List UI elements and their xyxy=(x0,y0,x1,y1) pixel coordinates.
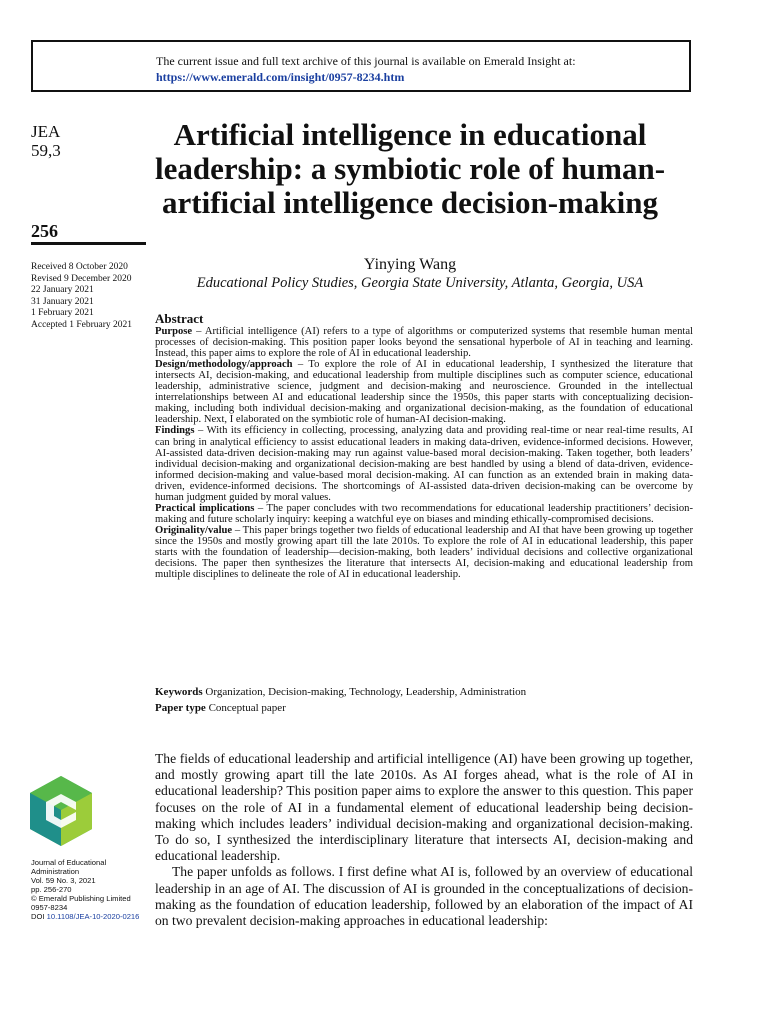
practical-text: – The paper concludes with two recommendations for educational leadership practitioners’ decision-making and future scholarly inquiry: keeping a watchful eye on biases and minding ethically-compromised decisions. xyxy=(155,502,693,525)
body-text xyxy=(155,751,693,929)
date-line: Revised 9 December 2020 xyxy=(31,273,132,284)
abstract-originality xyxy=(155,525,693,580)
availability-notice-box xyxy=(31,40,691,92)
doi-label: DOI xyxy=(31,912,47,921)
design-label: Design/methodology/approach xyxy=(155,359,293,371)
keywords xyxy=(155,684,693,700)
availability-notice-text: The current issue and full text archive of this journal is available on Emerald Insight at: xyxy=(156,54,576,68)
paper-type-text: Conceptual paper xyxy=(205,702,286,714)
date-line: 31 January 2021 xyxy=(31,296,94,307)
abstract-findings xyxy=(155,425,693,502)
abstract xyxy=(155,313,693,580)
journal-info-line: pp. 256-270 xyxy=(31,885,72,894)
doi-link[interactable]: 10.1108/JEA-10-2020-0216 xyxy=(46,912,140,921)
design-text: – To explore the role of AI in educational leadership, I synthesized the literature that intersects AI, decision-making, and educational leadership from multiple disciplines such as computer science, educational leadership, administrative science, judgment and decision-making and neuroscience. Grounded in the intellectual interrelationships between AI and educational leadership since the 1950s, this paper starts with conceptualizing decision-making, including both individual decision-making and organizational decision-making, as the foundation of educational leadership. Next, I elaborated on the symbiotic role of human-AI decision-making. xyxy=(155,359,693,426)
page-number: 256 xyxy=(31,221,58,241)
journal-info-line: Journal of Educational xyxy=(31,858,107,867)
keywords-block xyxy=(155,684,693,716)
emerald-logo-icon xyxy=(30,776,92,846)
keywords-text: Organization, Decision-making, Technology, Leadership, Administration xyxy=(202,686,527,698)
originality-label: Originality/value xyxy=(155,524,233,536)
journal-info-line: Administration xyxy=(31,867,80,876)
body-paragraph: The paper unfolds as follows. I first define what AI is, followed by an overview of educational leadership in an age of AI. The discussion of AI is grounded in the conceptualizations of decision-making as the foundation of education leadership, followed by an elaboration of the impact of AI on two prevalent decision-making approaches in educational leadership: xyxy=(155,864,693,929)
findings-label: Findings xyxy=(155,425,195,437)
journal-url-link[interactable]: https://www.emerald.com/insight/0957-8234.htm xyxy=(156,70,405,84)
journal-volume-issue: 59,3 xyxy=(31,141,61,160)
journal-info-line: Vol. 59 No. 3, 2021 xyxy=(31,876,96,885)
findings-text: – With its efficiency in collecting, processing, analyzing data and providing real-time or near real-time results, AI can bring in analytical efficiency to assist educational leaders in making data-driven, evidence-informed decisions. However, AI-assisted data-driven decision-making may run against value-based moral decision-making. Taken together, both leaders’ individual decision-making and organizational decision-making are best handled by using a blend of data-driven, evidence-informed decision-making and value-based moral decision-making. AI can function as an extended brain in making data-driven, evidence-informed decisions. The shortcomings of AI-assisted data-driven decision-making can be overcome by human judgment guided by moral values. xyxy=(155,425,693,503)
date-line: Received 8 October 2020 xyxy=(31,262,128,272)
date-line: 22 January 2021 xyxy=(31,285,94,296)
abstract-purpose xyxy=(155,326,693,359)
date-line: 1 February 2021 xyxy=(31,308,94,319)
purpose-label: Purpose xyxy=(155,326,193,338)
journal-volume xyxy=(31,122,146,160)
author-affiliation: Educational Policy Studies, Georgia State University, Atlanta, Georgia, USA xyxy=(196,275,644,291)
practical-label: Practical implications xyxy=(155,502,255,514)
paper-type xyxy=(155,700,693,716)
margin-divider xyxy=(31,242,146,245)
keywords-label: Keywords xyxy=(155,686,203,698)
author-name: Yinying Wang xyxy=(363,256,457,273)
doi-line xyxy=(31,912,139,921)
journal-info xyxy=(31,858,139,921)
abstract-design xyxy=(155,359,693,425)
journal-abbr: JEA xyxy=(31,122,61,141)
body-paragraph: The fields of educational leadership and artificial intelligence (AI) have been growing up together, and mostly growing apart till the late 2010s. As AI forges ahead, what is the role of AI in educational leadership? This position paper aims to explore the answer to this question. This paper focuses on the role of AI in a fundamental element of educational leadership being decision-making which includes leaders’ individual decision-making and organizational decision-making. To do so, I synthesized the interdisciplinary literature that intersects AI, decision-making and educational leadership. xyxy=(155,751,693,864)
date-line: Accepted 1 February 2021 xyxy=(31,319,133,330)
submission-dates xyxy=(31,262,146,332)
abstract-practical xyxy=(155,503,693,525)
purpose-text: – Artificial intelligence (AI) refers to a type of algorithms or computerized systems that resemble human mental processes of decision-making. This position paper looks beyond the sensational hyperbole of AI in teaching and learning. Instead, this paper aims to explore the role of AI in educational leadership. xyxy=(155,326,693,360)
journal-info-line: © Emerald Publishing Limited xyxy=(31,894,131,903)
paper-type-label: Paper type xyxy=(155,702,206,714)
paper-title: Artificial intelligence in educational leadership: a symbiotic role of human-artificial intelligence decision-making xyxy=(154,117,666,220)
journal-info-line: 0957-8234 xyxy=(31,903,68,912)
abstract-heading: Abstract xyxy=(155,311,204,326)
originality-text: – This paper brings together two fields of educational leadership and AI that have been growing up together since the 1950s and mostly growing apart till the late 2010s. To explore the role of AI in educational leadership, this paper starts with the foundation of leadership—decision-making, both leaders’ individual decisions and collective organizational decisions. The paper then synthesizes the literature that intersects AI, decision-making and educational leadership from multiple disciplines to delineate the role of AI in educational leadership. xyxy=(155,524,693,581)
